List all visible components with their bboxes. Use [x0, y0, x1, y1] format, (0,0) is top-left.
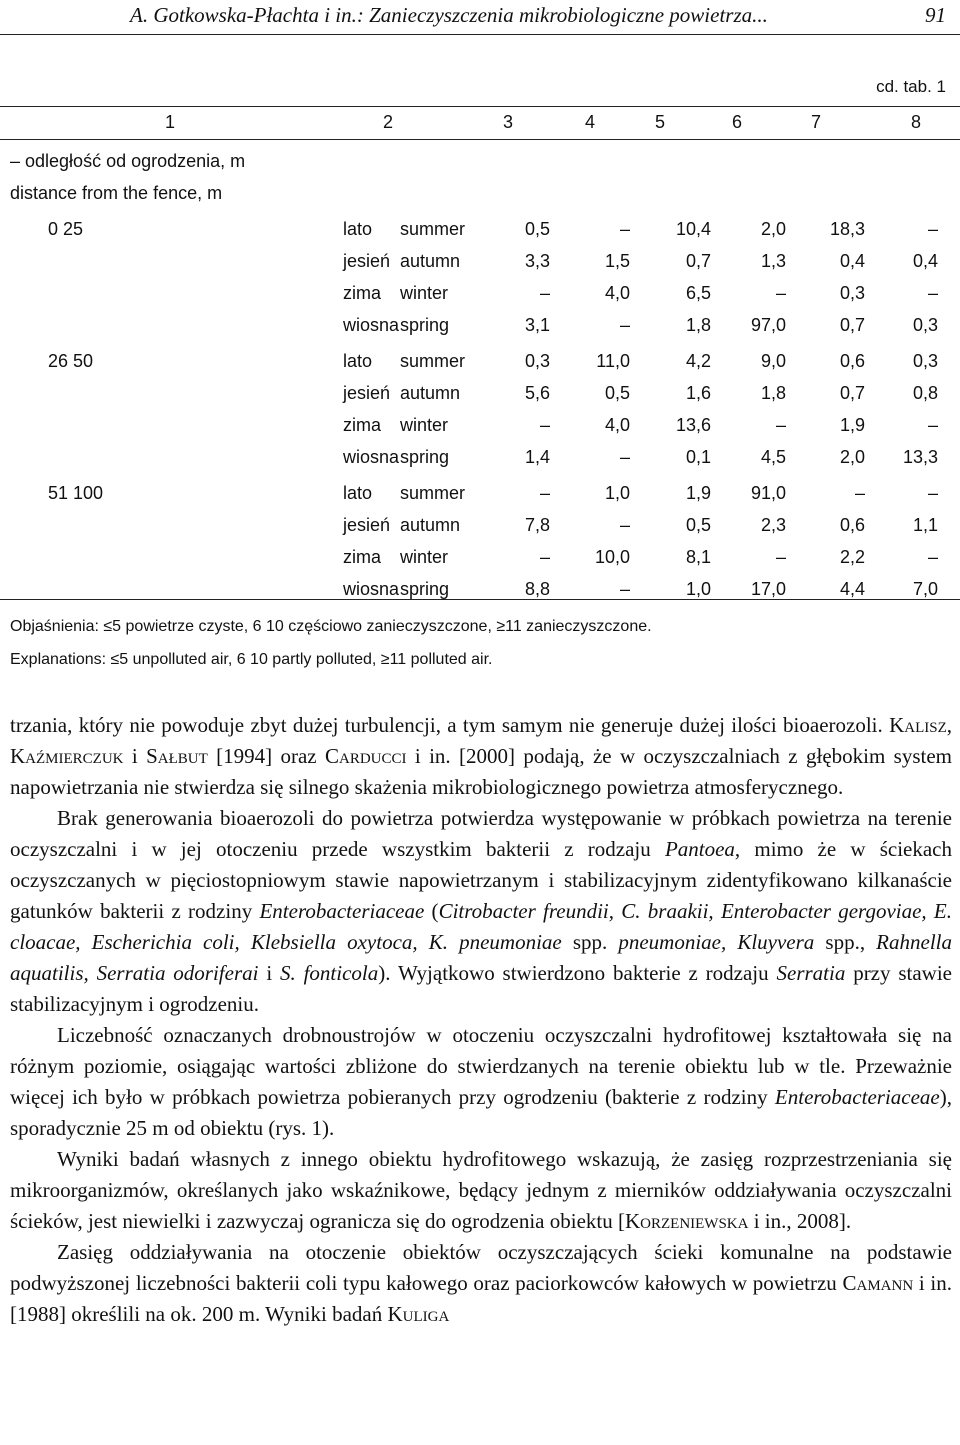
running-head-title: A. Gotkowska-Płachta i in.: Zanieczyszczenia mikrobiologiczne powietrza...: [130, 3, 768, 27]
table-row: [0, 445, 960, 475]
table-row: [0, 349, 960, 379]
distance-cell: 0 25: [48, 219, 84, 239]
value-cell: –: [927, 483, 938, 503]
value-cell: –: [927, 415, 938, 435]
author-name: Kalisz: [889, 713, 947, 737]
value-cell: 1,5: [604, 251, 630, 271]
table-row: [0, 545, 960, 575]
value-cell: 1,1: [912, 515, 938, 535]
table-bottom-rule: [0, 599, 960, 600]
season-cell: [343, 219, 465, 240]
text-run: (: [424, 899, 439, 923]
text-run: i in. [2000] podają, że w oczyszczalniach z głębokim system napowietrzania nie stwierdza się silnego skażenia mikrobiologicznego powietrza atmosferycznego.: [10, 744, 953, 799]
season-cell: [343, 483, 465, 504]
season-english: spring: [400, 447, 450, 467]
species-name: Serratia: [776, 961, 846, 985]
season-english: summer: [400, 483, 466, 503]
season-cell: [343, 547, 448, 568]
subheader-polish: – odległość od ogrodzenia, m: [10, 151, 246, 171]
column-number-7: 7: [810, 112, 821, 132]
value-cell: 0,4: [912, 251, 938, 271]
author-name: Kuliga: [387, 1302, 450, 1326]
value-cell: –: [927, 219, 938, 239]
value-cell: 3,3: [524, 251, 550, 271]
text-run: spp.: [561, 930, 619, 954]
value-cell: 1,0: [604, 483, 630, 503]
season-polish: lato: [343, 483, 373, 503]
table-row: [0, 313, 960, 343]
value-cell: 0,7: [839, 383, 865, 403]
value-cell: 10,4: [675, 219, 711, 239]
text-run: , mimo że w ściekach oczyszczanych w pięciostopniowym stawie napowietrzanym i stabilizacyjnym zidentyfikowano kilkanaście gatunków bakterii z rodziny: [10, 837, 953, 923]
value-cell: 1,0: [685, 579, 711, 599]
table-continuation-label: cd. tab. 1: [876, 77, 946, 96]
paragraph-2: [10, 803, 952, 1020]
value-cell: 18,3: [829, 219, 865, 239]
season-cell: [343, 283, 448, 304]
value-cell: 6,5: [685, 283, 711, 303]
season-polish: jesień: [343, 515, 391, 535]
value-cell: –: [619, 219, 630, 239]
text-run: spp.,: [814, 930, 877, 954]
value-cell: 0,3: [524, 351, 550, 371]
value-cell: 1,6: [685, 383, 711, 403]
species-name: Citrobacter freundii, C. braakii, Enterobacter gergoviae, E. cloacae, Escherichia coli, Klebsiella oxytoca, K. pneumoniae: [10, 899, 953, 954]
season-polish: zima: [343, 547, 382, 567]
author-name: Korzeniewska: [624, 1209, 749, 1233]
table-row: [0, 281, 960, 311]
value-cell: 0,8: [912, 383, 938, 403]
text-run: Liczebność oznaczanych drobnoustrojów w otoczeniu oczyszczalni hydrofitowej kształtowała się na różnym poziomie, osiągając wartości zbliżone do stwierdzanych na terenie obiektu lub w tle. Przeważnie więcej ich było w próbkach powietrza pobieranych przy ogrodzeniu (bakterie z rodziny: [10, 1023, 952, 1109]
season-cell: [343, 415, 448, 436]
season-english: winter: [400, 415, 449, 435]
value-cell: 8,1: [685, 547, 711, 567]
value-cell: 97,0: [750, 315, 786, 335]
value-cell: –: [619, 447, 630, 467]
value-cell: –: [619, 315, 630, 335]
text-run: i in., 2008].: [748, 1209, 852, 1233]
season-cell: [343, 579, 449, 600]
value-cell: 7,0: [912, 579, 938, 599]
value-cell: –: [619, 515, 630, 535]
table-header-rule: [0, 139, 960, 140]
paragraph-1: [10, 710, 952, 803]
paragraph-5: [10, 1237, 952, 1330]
table-note-polish: Objaśnienia: ≤5 powietrze czyste, 6 10 częściowo zanieczyszczone, ≥11 zanieczyszczone.: [10, 618, 652, 635]
value-cell: 7,8: [524, 515, 550, 535]
value-cell: –: [775, 283, 786, 303]
value-cell: 2,3: [760, 515, 786, 535]
season-cell: [343, 351, 465, 372]
value-cell: 4,2: [685, 351, 711, 371]
value-cell: –: [539, 547, 550, 567]
season-english: spring: [400, 315, 450, 335]
species-name: S. fonticola: [280, 961, 379, 985]
season-polish: jesień: [343, 383, 391, 403]
season-polish: zima: [343, 283, 382, 303]
season-cell: [343, 315, 449, 336]
author-name: Carducci: [325, 744, 407, 768]
species-name: pneumoniae, Kluyvera: [618, 930, 815, 954]
table-row: [0, 577, 960, 607]
author-name: Sałbut: [146, 744, 208, 768]
value-cell: 9,0: [760, 351, 786, 371]
season-cell: [343, 515, 460, 536]
paragraph-3: [10, 1020, 952, 1144]
value-cell: 13,3: [902, 447, 938, 467]
value-cell: 0,6: [839, 351, 865, 371]
value-cell: 17,0: [750, 579, 786, 599]
species-name: Pantoea: [664, 837, 735, 861]
season-english: summer: [400, 219, 466, 239]
season-cell: [343, 251, 460, 272]
value-cell: 11,0: [596, 351, 630, 371]
table-row: [0, 413, 960, 443]
value-cell: 2,2: [839, 547, 865, 567]
season-english: spring: [400, 579, 450, 599]
season-polish: wiosna: [343, 315, 400, 335]
text-run: i in. [1988] określili na ok. 200 m. Wyniki badań: [10, 1271, 952, 1326]
table-row: [0, 249, 960, 279]
season-polish: zima: [343, 415, 382, 435]
value-cell: 8,8: [524, 579, 550, 599]
season-polish: jesień: [343, 251, 391, 271]
value-cell: –: [619, 579, 630, 599]
season-cell: [343, 383, 460, 404]
text-run: Wyniki badań własnych z innego obiektu hydrofitowego wskazują, że zasięg rozprzestrzeniania się mikroorganizmów, określanych jako wskaźnikowe, będący jednym z mierników oddziaływania oczyszczalni ścieków, jest niewielki i zazwyczaj ogranicza się do ogrodzenia obiektu [: [10, 1147, 952, 1233]
value-cell: 0,7: [839, 315, 865, 335]
season-english: autumn: [400, 515, 461, 535]
season-polish: wiosna: [343, 579, 400, 599]
page-number: 91: [925, 3, 946, 27]
table-notes: [10, 610, 652, 676]
text-run: ), sporadycznie 25 m od obiektu (rys. 1).: [10, 1085, 952, 1140]
text-run: przy stawie stabilizacyjnym i ogrodzeniu.: [10, 961, 953, 1016]
value-cell: 13,6: [675, 415, 711, 435]
value-cell: –: [854, 483, 865, 503]
value-cell: 4,4: [839, 579, 865, 599]
value-cell: 0,1: [685, 447, 711, 467]
season-polish: lato: [343, 351, 373, 371]
value-cell: –: [539, 283, 550, 303]
text-run: [1994] oraz: [207, 744, 325, 768]
column-number-4: 4: [584, 112, 595, 132]
value-cell: 1,9: [685, 483, 711, 503]
subheader-english: distance from the fence, m: [10, 183, 223, 203]
paragraph-4: [10, 1144, 952, 1237]
value-cell: 1,9: [839, 415, 865, 435]
text-run: ). Wyjątkowo stwierdzono bakterie z rodzaju: [378, 961, 777, 985]
value-cell: 0,7: [685, 251, 711, 271]
text-run: i: [123, 744, 147, 768]
column-number-3: 3: [502, 112, 513, 132]
season-english: winter: [400, 283, 449, 303]
column-number-5: 5: [654, 112, 665, 132]
season-english: autumn: [400, 251, 461, 271]
value-cell: –: [775, 547, 786, 567]
table-top-rule: [0, 106, 960, 107]
text-run: Zasięg oddziaływania na otoczenie obiektów oczyszczających ścieki komunalne na podstawie podwyższonej liczebności bakterii coli typu kałowego oraz paciorkowców kałowych w powietrzu: [10, 1240, 952, 1295]
value-cell: –: [927, 547, 938, 567]
value-cell: 10,0: [594, 547, 630, 567]
table-row: [0, 217, 960, 247]
column-number-2: 2: [382, 112, 393, 132]
distance-cell: 51 100: [48, 483, 104, 503]
column-number-8: 8: [910, 112, 921, 132]
value-cell: 0,5: [524, 219, 550, 239]
value-cell: 91,0: [750, 483, 786, 503]
value-cell: –: [927, 283, 938, 303]
author-name: Camann: [842, 1271, 914, 1295]
distance-cell: 26 50: [48, 351, 94, 371]
value-cell: 4,0: [604, 283, 630, 303]
species-name: Enterobacteriaceae: [774, 1085, 940, 1109]
species-name: Rahnella aquatilis, Serratia odoriferai: [10, 930, 952, 985]
value-cell: 0,3: [912, 315, 938, 335]
value-cell: 3,1: [524, 315, 550, 335]
value-cell: 4,0: [604, 415, 630, 435]
value-cell: 0,6: [839, 515, 865, 535]
species-name: Enterobacteriaceae: [259, 899, 425, 923]
value-cell: 0,4: [839, 251, 865, 271]
column-number-6: 6: [731, 112, 742, 132]
value-cell: 0,5: [604, 383, 630, 403]
value-cell: 2,0: [760, 219, 786, 239]
season-polish: lato: [343, 219, 373, 239]
value-cell: 1,8: [685, 315, 711, 335]
text-run: i: [258, 961, 280, 985]
season-polish: wiosna: [343, 447, 400, 467]
author-name: Kaźmierczuk: [10, 744, 124, 768]
value-cell: 0,5: [685, 515, 711, 535]
season-english: summer: [400, 351, 466, 371]
table-row: [0, 381, 960, 411]
value-cell: –: [539, 483, 550, 503]
value-cell: 5,6: [524, 383, 550, 403]
text-run: ,: [946, 713, 952, 737]
value-cell: –: [775, 415, 786, 435]
season-cell: [343, 447, 449, 468]
value-cell: 1,3: [760, 251, 786, 271]
value-cell: 0,3: [839, 283, 865, 303]
text-run: Brak generowania bioaerozoli do powietrza potwierdza występowanie w próbkach powietrza na terenie oczyszczalni i w jej otoczeniu przede wszystkim bakterii z rodzaju: [10, 806, 952, 861]
value-cell: 1,8: [760, 383, 786, 403]
table-note-english: Explanations: ≤5 unpolluted air, 6 10 partly polluted, ≥11 polluted air.: [10, 651, 493, 668]
value-cell: 2,0: [839, 447, 865, 467]
season-english: autumn: [400, 383, 461, 403]
value-cell: 1,4: [524, 447, 550, 467]
value-cell: 0,3: [912, 351, 938, 371]
table-row: [0, 481, 960, 511]
column-number-1: 1: [164, 112, 175, 132]
body-text: [10, 710, 952, 1330]
season-english: winter: [400, 547, 449, 567]
table-row: [0, 513, 960, 543]
value-cell: 4,5: [760, 447, 786, 467]
running-head: [0, 0, 960, 35]
value-cell: –: [539, 415, 550, 435]
text-run: trzania, który nie powoduje zbyt dużej turbulencji, a tym samym nie generuje dużej ilości bioaerozoli.: [10, 713, 890, 737]
